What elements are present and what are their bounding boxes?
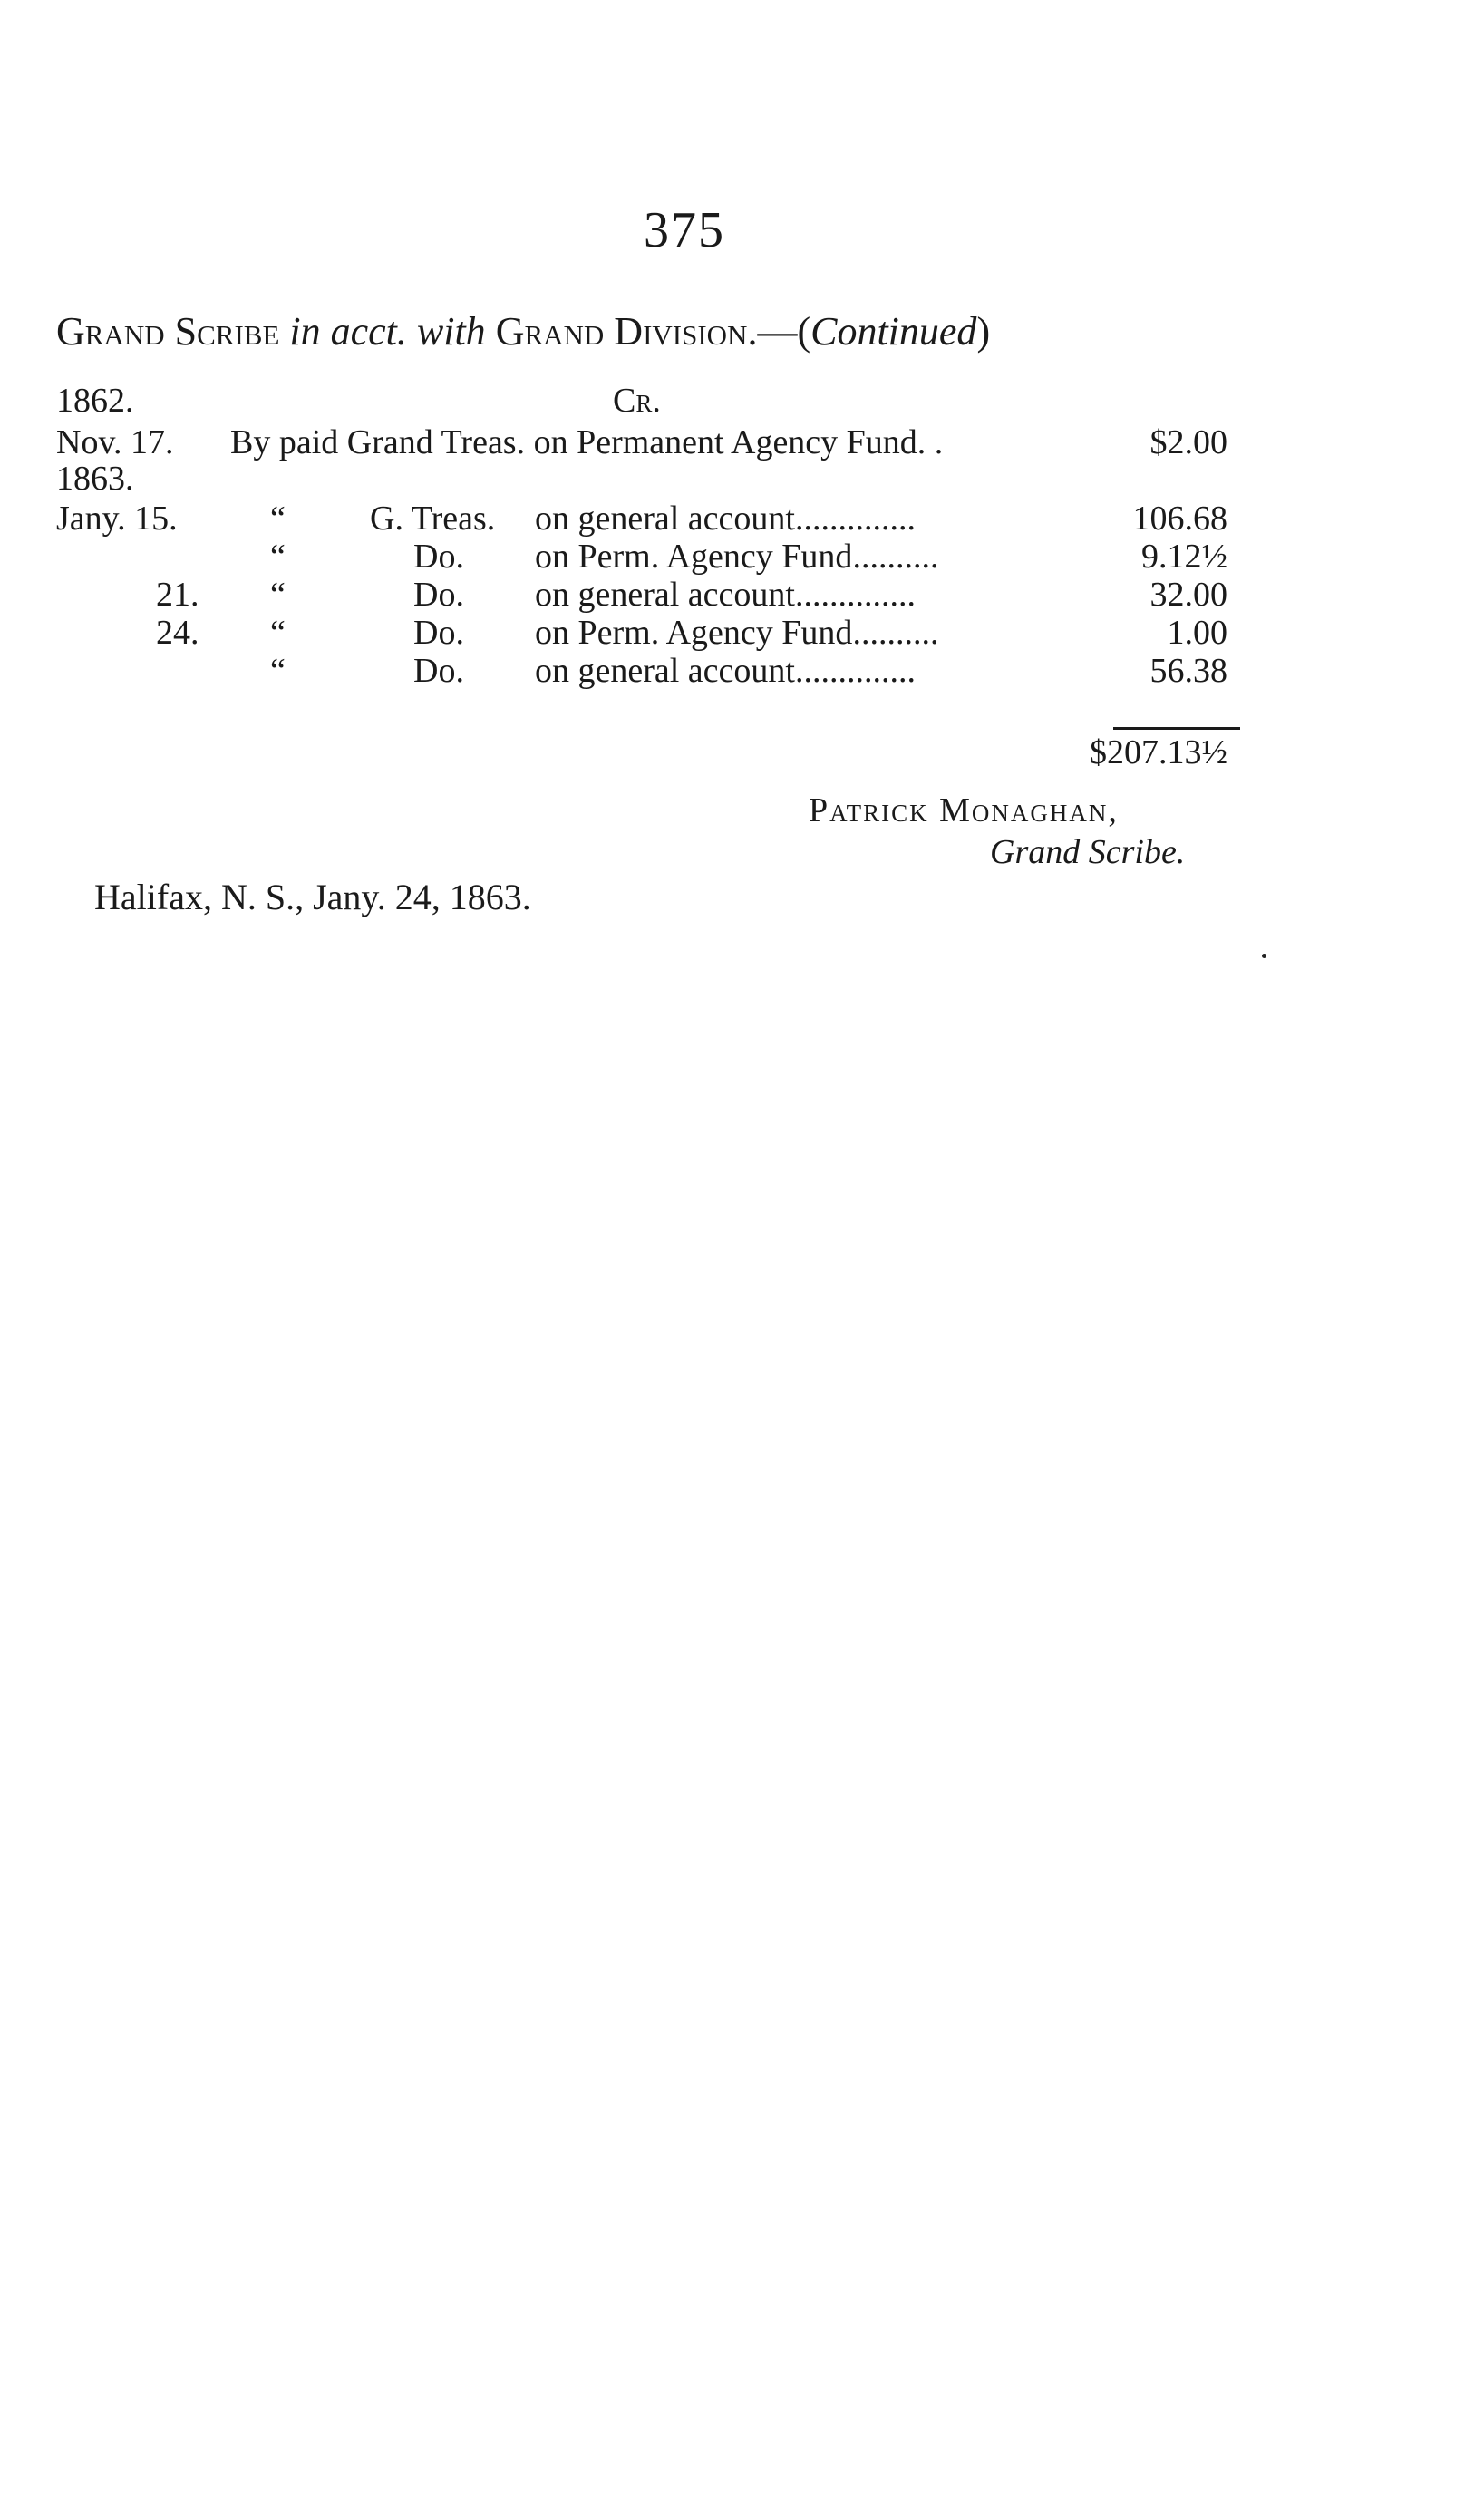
page-number: 375 [644, 202, 725, 258]
entry-description [535, 575, 916, 615]
entry-date: 24. [156, 614, 199, 652]
entry-date: Jany. 15. [56, 499, 178, 538]
credit-column-label: Cr. [613, 382, 661, 420]
entry-amount: 106.68 [1132, 499, 1227, 538]
heading-party-two: Grand Division. [495, 309, 758, 354]
entry-description [535, 499, 916, 538]
entry-description [535, 537, 938, 577]
heading-connector: in acct. with [279, 309, 496, 354]
total-amount: $207.13½ [1090, 733, 1227, 771]
entry-amount: 32.00 [1149, 576, 1227, 614]
ink-speck [1262, 954, 1266, 958]
account-heading [56, 308, 990, 354]
year-label-1863: 1863. [56, 460, 134, 498]
ditto-mark: “ [270, 499, 286, 538]
place-date: Halifax, N. S., Jany. 24, 1863. [94, 877, 531, 917]
heading-party-one: Grand Scribe [56, 309, 280, 354]
leader-dots: .......... [852, 538, 939, 576]
entry-desc-text: on Perm. Agency Fund [535, 538, 853, 576]
entry-description: By paid Grand Treas. on Permanent Agency Fund. . [230, 423, 944, 461]
entry-desc-text: on general account [535, 652, 795, 690]
entry-amount: 1.00 [1167, 614, 1227, 652]
heading-paren-open: —( [757, 309, 811, 354]
signature-name: Patrick Monaghan, [809, 791, 1119, 829]
entry-payee: Do. [413, 576, 464, 614]
entry-amount: 9.12½ [1141, 538, 1227, 576]
entry-desc-text: on general account [535, 576, 795, 614]
heading-continued: Continued [810, 309, 977, 354]
heading-paren-close: ) [976, 309, 991, 354]
leader-dots: .............. [794, 576, 916, 614]
leader-dots: .......... [852, 614, 939, 652]
entry-description [535, 651, 916, 691]
ditto-mark: “ [270, 652, 286, 690]
ditto-mark: “ [270, 614, 286, 652]
entry-desc-text: on general account [535, 499, 795, 538]
entry-payee: Do. [413, 652, 464, 690]
entry-desc-text: on Perm. Agency Fund [535, 614, 853, 652]
entry-amount: $2.00 [1149, 423, 1227, 461]
leader-dots: .............. [794, 499, 916, 538]
entry-date: Nov. 17. [56, 423, 174, 461]
entry-payee: Do. [413, 614, 464, 652]
signature-title: Grand Scribe. [990, 833, 1186, 871]
leader-dots: .............. [794, 652, 916, 690]
entry-description [535, 613, 938, 653]
total-rule [1113, 727, 1240, 730]
entry-payee: G. Treas. [370, 499, 496, 538]
year-label-1862: 1862. [56, 382, 134, 420]
ditto-mark: “ [270, 576, 286, 614]
entry-amount: 56.38 [1149, 652, 1227, 690]
entry-payee: Do. [413, 538, 464, 576]
entry-date: 21. [156, 576, 199, 614]
ditto-mark: “ [270, 538, 286, 576]
